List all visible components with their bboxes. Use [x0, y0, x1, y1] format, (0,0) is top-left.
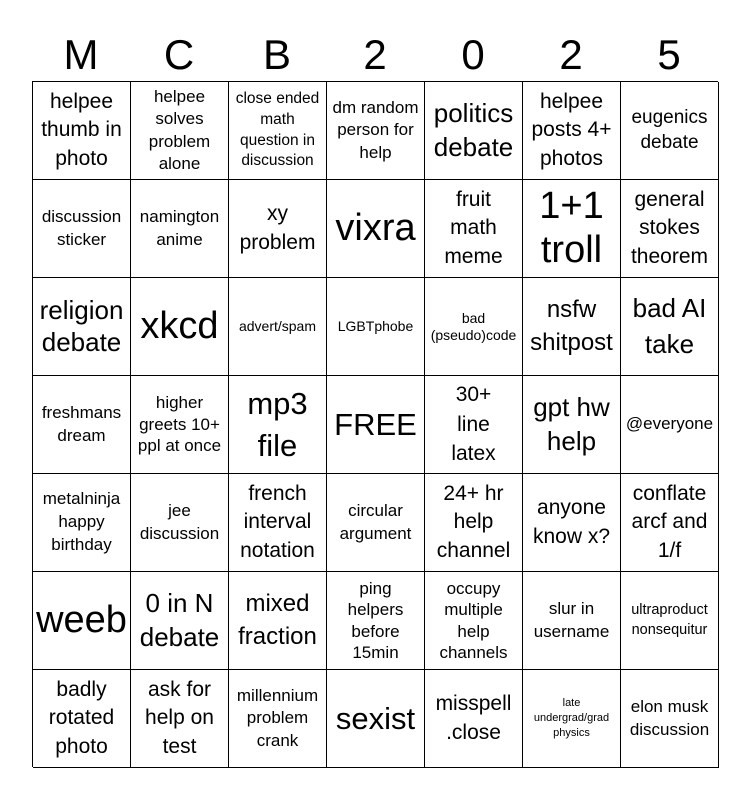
bingo-cell-label: 0 in N debate	[139, 587, 220, 652]
bingo-cell-label: weeb	[36, 598, 127, 641]
bingo-cell[interactable]	[425, 474, 523, 572]
bingo-cell-label: conflate arcf and 1/f	[631, 481, 708, 562]
bingo-cell-label: elon musk discussion	[629, 697, 710, 739]
bingo-cell-label: xkcd	[140, 304, 219, 347]
bingo-cell[interactable]	[327, 670, 425, 768]
bingo-cell-label: 24+ hr help channel	[436, 481, 511, 562]
bingo-cell[interactable]	[621, 474, 719, 572]
bingo-cell-label: 30+ line latex	[451, 383, 496, 466]
bingo-cell-label: religion debate	[39, 295, 124, 357]
bingo-cell-label: vixra	[335, 206, 416, 249]
bingo-cell[interactable]	[33, 572, 131, 670]
bingo-cell-label: bad AI take	[632, 293, 707, 359]
bingo-cell[interactable]	[229, 180, 327, 278]
bingo-cell-label: jee discussion	[139, 501, 220, 543]
bingo-cell[interactable]	[425, 572, 523, 670]
bingo-cell-label: badly rotated photo	[48, 677, 115, 758]
bingo-cell-label: helpee thumb in photo	[41, 89, 122, 170]
bingo-cell[interactable]	[425, 278, 523, 376]
bingo-cell[interactable]	[523, 670, 621, 768]
header-letter: M	[63, 31, 99, 78]
bingo-cell-label: helpee posts 4+ photos	[531, 89, 612, 170]
bingo-cell-label: @everyone	[625, 414, 714, 434]
bingo-cell-label: ask for help on test	[145, 677, 214, 758]
bingo-cell[interactable]	[327, 82, 425, 180]
bingo-cell-label: close ended math question in discussion	[235, 89, 320, 170]
bingo-cell[interactable]	[33, 180, 131, 278]
bingo-cell-label: discussion sticker	[41, 207, 122, 249]
bingo-cell[interactable]	[621, 82, 719, 180]
bingo-cell[interactable]	[327, 376, 425, 474]
bingo-cell[interactable]	[229, 670, 327, 768]
bingo-cell-label: helpee solves problem alone	[148, 87, 211, 173]
bingo-cell-label: eugenics debate	[631, 106, 708, 153]
bingo-cell-label: xy problem	[239, 202, 316, 254]
bingo-cell-label: late undergrad/grad physics	[533, 697, 610, 739]
bingo-cell-label: nsfw shitpost	[530, 296, 613, 356]
bingo-cell-label: general stokes theorem	[630, 187, 709, 268]
bingo-cell-label: slur in username	[533, 599, 610, 641]
bingo-cell[interactable]	[33, 670, 131, 768]
bingo-cell[interactable]	[229, 278, 327, 376]
bingo-cell[interactable]	[425, 670, 523, 768]
bingo-cell[interactable]	[327, 572, 425, 670]
bingo-cell[interactable]	[131, 474, 229, 572]
bingo-cell[interactable]	[621, 376, 719, 474]
bingo-cell[interactable]	[621, 278, 719, 376]
bingo-cell-label: sexist	[335, 700, 416, 736]
bingo-cell[interactable]	[33, 278, 131, 376]
header-letter: 0	[461, 31, 485, 78]
bingo-cell[interactable]	[131, 376, 229, 474]
bingo-cell-label: 1+1 troll	[539, 184, 604, 271]
bingo-cell-label: misspell .close	[435, 692, 512, 744]
bingo-cell-label: FREE	[334, 406, 417, 442]
bingo-cell[interactable]	[621, 572, 719, 670]
bingo-cell[interactable]	[523, 474, 621, 572]
bingo-cell[interactable]	[327, 180, 425, 278]
bingo-cell[interactable]	[229, 572, 327, 670]
bingo-cell-label: millennium problem crank	[236, 686, 319, 750]
bingo-cell[interactable]	[33, 376, 131, 474]
bingo-header	[32, 30, 718, 80]
bingo-cell-label: politics debate	[433, 97, 514, 162]
bingo-cell-label: ping helpers before 15min	[347, 579, 404, 662]
bingo-cell-label: mixed fraction	[238, 590, 317, 650]
bingo-cell-label: mp3 file	[247, 385, 308, 463]
header-letter: B	[262, 31, 291, 78]
bingo-cell[interactable]	[33, 474, 131, 572]
bingo-cell-label: LGBTphobe	[337, 318, 414, 335]
bingo-cell[interactable]	[425, 180, 523, 278]
bingo-cell[interactable]	[33, 82, 131, 180]
bingo-cell[interactable]	[131, 572, 229, 670]
bingo-cell-label: freshmans dream	[41, 403, 122, 445]
bingo-cell-label: higher greets 10+ ppl at once	[137, 392, 222, 456]
bingo-cell[interactable]	[327, 278, 425, 376]
bingo-cell[interactable]	[131, 180, 229, 278]
bingo-cell-label: namington anime	[139, 207, 220, 249]
bingo-cell-label: dm random person for help	[332, 98, 419, 162]
bingo-grid	[32, 81, 718, 767]
header-letter: 2	[363, 31, 387, 78]
bingo-cell[interactable]	[425, 376, 523, 474]
bingo-cell[interactable]	[131, 670, 229, 768]
bingo-cell[interactable]	[425, 82, 523, 180]
bingo-cell-label: advert/spam	[238, 318, 317, 335]
bingo-cell-label: french interval notation	[240, 481, 315, 562]
bingo-cell[interactable]	[523, 180, 621, 278]
bingo-cell[interactable]	[229, 474, 327, 572]
header-letter: C	[163, 31, 195, 78]
bingo-cell-label: anyone know x?	[532, 496, 611, 548]
bingo-cell[interactable]	[523, 376, 621, 474]
bingo-cell[interactable]	[621, 670, 719, 768]
header-letter: 5	[657, 31, 681, 78]
bingo-cell[interactable]	[621, 180, 719, 278]
bingo-cell-label: gpt hw help	[533, 391, 610, 456]
bingo-cell-label: metalninja happy birthday	[42, 489, 121, 554]
bingo-cell-label: ultraproduct nonsequitur	[631, 601, 708, 638]
bingo-cell[interactable]	[327, 474, 425, 572]
bingo-cell[interactable]	[523, 82, 621, 180]
bingo-cell-label: fruit math meme	[444, 187, 503, 268]
bingo-cell[interactable]	[229, 376, 327, 474]
bingo-cell[interactable]	[523, 572, 621, 670]
bingo-cell-label: bad (pseudo)code	[430, 309, 517, 343]
bingo-cell[interactable]	[229, 82, 327, 180]
header-letter: 2	[559, 31, 583, 78]
bingo-cell[interactable]	[523, 278, 621, 376]
bingo-cell-label: occupy multiple help channels	[439, 579, 508, 662]
bingo-cell[interactable]	[131, 278, 229, 376]
bingo-cell[interactable]	[131, 82, 229, 180]
bingo-cell-label: circular argument	[339, 501, 412, 543]
